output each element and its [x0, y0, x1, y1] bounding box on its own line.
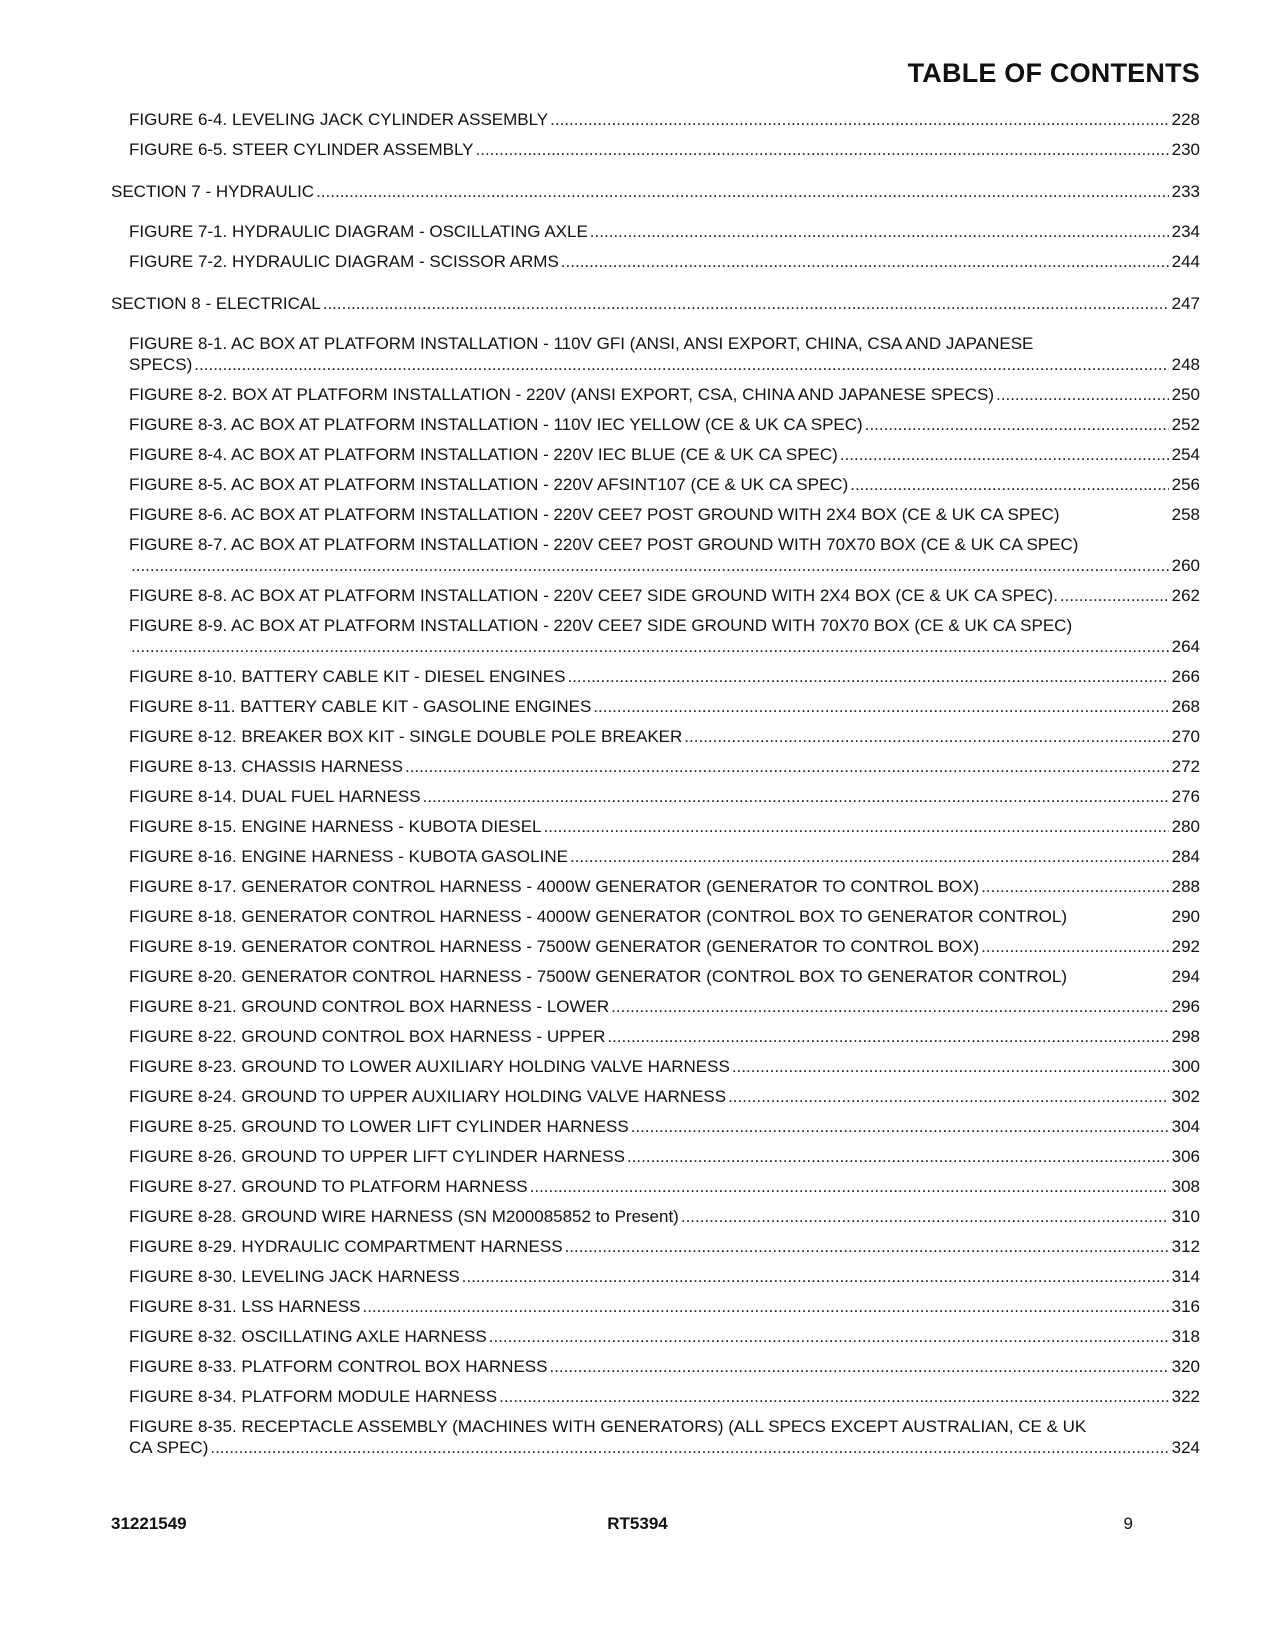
- toc-entry-title-line1: FIGURE 8-9. AC BOX AT PLATFORM INSTALLATION - 220V CEE7 SIDE GROUND WITH 70X70 BOX (CE & UK CA SPEC): [129, 616, 1073, 635]
- toc-entry-line: [129, 666, 1200, 687]
- toc-entry-page-number: 230: [1171, 140, 1200, 159]
- toc-entry-line: [129, 966, 1200, 987]
- toc-entry-line: [129, 786, 1200, 807]
- toc-entry-page-number: 228: [1171, 110, 1200, 129]
- toc-entry-page-number: 322: [1171, 1387, 1200, 1406]
- toc-entry-title: FIGURE 7-2. HYDRAULIC DIAGRAM - SCISSOR ARMS: [129, 252, 559, 271]
- dot-leader: [405, 756, 1169, 777]
- toc-figure-entry[interactable]: [0, 534, 1275, 576]
- toc-entry-page-number: 296: [1171, 997, 1200, 1016]
- toc-entry-line: [129, 996, 1200, 1017]
- toc-figure-entry[interactable]: [0, 414, 1275, 435]
- toc-entry-page-number: 304: [1171, 1117, 1200, 1136]
- toc-entry-line: [129, 474, 1200, 495]
- toc-entry-line: [129, 1296, 1200, 1317]
- toc-entry-page-number: 288: [1171, 877, 1200, 896]
- toc-figure-entry[interactable]: [0, 906, 1275, 927]
- dot-leader: [570, 846, 1169, 867]
- toc-entry-page-number: 247: [1171, 294, 1200, 313]
- toc-entry-line: [129, 756, 1200, 777]
- toc-entry-page-number: 250: [1171, 385, 1200, 404]
- footer-doc-number: 31221549: [111, 1514, 187, 1533]
- toc-entry-line: [129, 1026, 1200, 1047]
- page-title: TABLE OF CONTENTS: [907, 58, 1200, 88]
- toc-entry-title: FIGURE 8-30. LEVELING JACK HARNESS: [129, 1267, 460, 1286]
- toc-entry-title: FIGURE 8-34. PLATFORM MODULE HARNESS: [129, 1387, 498, 1406]
- toc-entry-line: [129, 636, 1200, 657]
- toc-figure-entry[interactable]: [0, 615, 1275, 657]
- toc-entry-page-number: 252: [1171, 415, 1200, 434]
- dot-leader: [611, 996, 1168, 1017]
- toc-section-entry[interactable]: [0, 181, 1275, 202]
- toc-entry-line: [129, 384, 1200, 405]
- toc-figure-entry[interactable]: [0, 139, 1275, 160]
- toc-entry-title: FIGURE 8-4. AC BOX AT PLATFORM INSTALLATION - 220V IEC BLUE (CE & UK CA SPEC): [129, 445, 838, 464]
- toc-figure-entry[interactable]: [0, 474, 1275, 495]
- toc-entry-page-number: 290: [1171, 907, 1200, 926]
- toc-entry-title: FIGURE 8-22. GROUND CONTROL BOX HARNESS - UPPER: [129, 1027, 606, 1046]
- dot-leader: [210, 1437, 1168, 1458]
- toc-figure-entry[interactable]: [0, 1056, 1275, 1077]
- toc-entry-page-number: 324: [1171, 1438, 1200, 1457]
- dot-leader: [565, 1236, 1169, 1257]
- toc-entry-line: [129, 354, 1200, 375]
- toc-entry-line: [129, 876, 1200, 897]
- toc-figure-entry[interactable]: [0, 1206, 1275, 1227]
- toc-entry-title: SECTION 7 - HYDRAULIC: [111, 182, 315, 201]
- dot-leader: [550, 109, 1168, 130]
- toc-entry-title: FIGURE 8-16. ENGINE HARNESS - KUBOTA GASOLINE: [129, 847, 568, 866]
- toc-entry-page-number: 270: [1171, 727, 1200, 746]
- toc-entry-page-number: 244: [1171, 252, 1200, 271]
- toc-entry-title: FIGURE 8-31. LSS HARNESS: [129, 1297, 361, 1316]
- toc-entry-line: [129, 936, 1200, 957]
- toc-entry-line: [129, 906, 1200, 927]
- dot-leader: [316, 181, 1169, 202]
- dot-leader: [728, 1086, 1169, 1107]
- toc-entry-title: FIGURE 8-28. GROUND WIRE HARNESS (SN M200085852 to Present): [129, 1207, 679, 1226]
- dot-leader: [362, 1296, 1168, 1317]
- toc-entry-title: FIGURE 6-5. STEER CYLINDER ASSEMBLY: [129, 140, 474, 159]
- toc-entry-title: FIGURE 8-21. GROUND CONTROL BOX HARNESS - LOWER: [129, 997, 610, 1016]
- toc-figure-entry[interactable]: [0, 1296, 1275, 1317]
- dot-leader: [607, 1026, 1168, 1047]
- toc-figure-entry[interactable]: [0, 251, 1275, 272]
- toc-entry-title-line1: FIGURE 8-7. AC BOX AT PLATFORM INSTALLATION - 220V CEE7 POST GROUND WITH 70X70 BOX (CE & UK CA SPEC): [129, 535, 1079, 554]
- toc-figure-entry[interactable]: [0, 1146, 1275, 1167]
- toc-entry-line: [129, 1116, 1200, 1137]
- toc-entry-page-number: 298: [1171, 1027, 1200, 1046]
- toc-entry-title: FIGURE 8-12. BREAKER BOX KIT - SINGLE DOUBLE POLE BREAKER: [129, 727, 683, 746]
- toc-entry-title: FIGURE 8-27. GROUND TO PLATFORM HARNESS: [129, 1177, 528, 1196]
- toc-figure-entry[interactable]: [0, 1416, 1275, 1458]
- toc-entry-line: [129, 726, 1200, 747]
- toc-figure-entry[interactable]: [0, 1176, 1275, 1197]
- toc-entry-line: [129, 1266, 1200, 1287]
- toc-figure-entry[interactable]: [0, 996, 1275, 1017]
- dot-leader: [631, 1116, 1169, 1137]
- toc-entry-line: [129, 414, 1200, 435]
- toc-figure-entry[interactable]: [0, 444, 1275, 465]
- toc-entry-page-number: 260: [1171, 556, 1200, 575]
- toc-entry-page-number: 316: [1171, 1297, 1200, 1316]
- dot-leader: [544, 816, 1169, 837]
- toc-entry-page-number: 280: [1171, 817, 1200, 836]
- toc-entry-title: FIGURE 8-13. CHASSIS HARNESS: [129, 757, 403, 776]
- toc-entry-title: FIGURE 8-3. AC BOX AT PLATFORM INSTALLATION - 110V IEC YELLOW (CE & UK CA SPEC): [129, 415, 863, 434]
- toc-entry-title: FIGURE 8-19. GENERATOR CONTROL HARNESS - 7500W GENERATOR (GENERATOR TO CONTROL BOX): [129, 937, 980, 956]
- toc-entry-page-number: 268: [1171, 697, 1200, 716]
- toc-entry-page-number: 312: [1171, 1237, 1200, 1256]
- toc-figure-entry[interactable]: [0, 1236, 1275, 1257]
- dot-leader: [567, 666, 1168, 687]
- footer-page-number: 9: [1123, 1514, 1133, 1533]
- toc-figure-entry[interactable]: [0, 504, 1275, 525]
- toc-entry-line: [129, 444, 1200, 465]
- toc-entry-line: [129, 1086, 1200, 1107]
- dot-leader: [476, 139, 1169, 160]
- dot-leader: [1060, 585, 1169, 606]
- toc-figure-entry[interactable]: [0, 109, 1275, 130]
- toc-figure-entry[interactable]: [0, 726, 1275, 747]
- toc-entry-title: FIGURE 8-17. GENERATOR CONTROL HARNESS - 4000W GENERATOR (GENERATOR TO CONTROL BOX): [129, 877, 980, 896]
- toc-figure-entry[interactable]: [0, 1386, 1275, 1407]
- dot-leader: [590, 221, 1169, 242]
- toc-entry-line: [129, 1236, 1200, 1257]
- toc-entry-line: [129, 139, 1200, 160]
- toc-figure-entry[interactable]: [0, 333, 1275, 375]
- dot-leader: [131, 636, 1169, 657]
- toc-entry-title: FIGURE 8-5. AC BOX AT PLATFORM INSTALLATION - 220V AFSINT107 (CE & UK CA SPEC): [129, 475, 849, 494]
- toc-figure-entry[interactable]: [0, 221, 1275, 242]
- toc-entry-title: FIGURE 8-24. GROUND TO UPPER AUXILIARY HOLDING VALVE HARNESS: [129, 1087, 727, 1106]
- toc-entry-page-number: 234: [1171, 222, 1200, 241]
- toc-entry-line: [129, 1437, 1200, 1458]
- toc-entry-line: [129, 1386, 1200, 1407]
- toc-entry-line: [129, 585, 1200, 606]
- toc-entry-title: SPECS): [129, 355, 193, 374]
- toc-figure-entry[interactable]: [0, 786, 1275, 807]
- toc-entry-title: FIGURE 8-20. GENERATOR CONTROL HARNESS - 7500W GENERATOR (CONTROL BOX TO GENERATOR CONTROL): [129, 967, 1067, 986]
- toc-entry-page-number: 320: [1171, 1357, 1200, 1376]
- toc-entry-line: [129, 221, 1200, 242]
- toc-entry-title: FIGURE 6-4. LEVELING JACK CYLINDER ASSEMBLY: [129, 110, 549, 129]
- toc-entry-title: FIGURE 8-2. BOX AT PLATFORM INSTALLATION - 220V (ANSI EXPORT, CSA, CHINA AND JAPANESE SPECS): [129, 385, 995, 404]
- dot-leader: [499, 1386, 1169, 1407]
- toc-entry-page-number: 314: [1171, 1267, 1200, 1286]
- toc-entry-page-number: 233: [1171, 182, 1200, 201]
- toc-figure-entry[interactable]: [0, 846, 1275, 867]
- toc-entry-line: [129, 1356, 1200, 1377]
- toc-figure-entry[interactable]: [0, 1326, 1275, 1347]
- toc-figure-entry[interactable]: [0, 585, 1275, 606]
- toc-entry-line: [129, 109, 1200, 130]
- toc-figure-entry[interactable]: [0, 1116, 1275, 1137]
- toc-figure-entry[interactable]: [0, 876, 1275, 897]
- toc-entry-page-number: 272: [1171, 757, 1200, 776]
- dot-leader: [194, 354, 1168, 375]
- toc-entry-line: [129, 1056, 1200, 1077]
- toc-figure-entry[interactable]: [0, 966, 1275, 987]
- toc-entry-page-number: 292: [1171, 937, 1200, 956]
- toc-figure-entry[interactable]: [0, 1356, 1275, 1377]
- toc-figure-entry[interactable]: [0, 696, 1275, 717]
- dot-leader: [530, 1176, 1169, 1197]
- toc-entry-title-line1: FIGURE 8-35. RECEPTACLE ASSEMBLY (MACHINES WITH GENERATORS) (ALL SPECS EXCEPT AUSTRALIAN, CE & UK: [129, 1417, 1087, 1436]
- toc-entry-line: [129, 251, 1200, 272]
- toc-entry-page-number: 308: [1171, 1177, 1200, 1196]
- dot-leader: [561, 251, 1169, 272]
- toc-entry-title: FIGURE 8-6. AC BOX AT PLATFORM INSTALLATION - 220V CEE7 POST GROUND WITH 2X4 BOX (CE & UK CA SPEC): [129, 505, 1060, 524]
- toc-entry-line: [129, 1176, 1200, 1197]
- toc-entry-title: FIGURE 8-25. GROUND TO LOWER LIFT CYLINDER HARNESS: [129, 1117, 629, 1136]
- toc-entry-page-number: 294: [1171, 967, 1200, 986]
- toc-entry-page-number: 258: [1171, 505, 1200, 524]
- toc-entry-title: FIGURE 7-1. HYDRAULIC DIAGRAM - OSCILLATING AXLE: [129, 222, 588, 241]
- toc-entry-title: SECTION 8 - ELECTRICAL: [111, 294, 321, 313]
- dot-leader: [681, 1206, 1169, 1227]
- toc-entry-page-number: 318: [1171, 1327, 1200, 1346]
- dot-leader: [593, 696, 1168, 717]
- toc-entry-title: FIGURE 8-18. GENERATOR CONTROL HARNESS - 4000W GENERATOR (CONTROL BOX TO GENERATOR CONTROL): [129, 907, 1067, 926]
- dot-leader: [489, 1326, 1169, 1347]
- toc-figure-entry[interactable]: [0, 1086, 1275, 1107]
- toc-entry-page-number: 264: [1171, 637, 1200, 656]
- toc-entry-page-number: 306: [1171, 1147, 1200, 1166]
- toc-entry-title: FIGURE 8-10. BATTERY CABLE KIT - DIESEL ENGINES: [129, 667, 566, 686]
- toc-entry-line: [129, 1326, 1200, 1347]
- toc-entry-page-number: 276: [1171, 787, 1200, 806]
- toc-entry-title: FIGURE 8-15. ENGINE HARNESS - KUBOTA DIESEL: [129, 817, 542, 836]
- toc-section-entry[interactable]: [0, 293, 1275, 314]
- toc-entry-title: FIGURE 8-29. HYDRAULIC COMPARTMENT HARNESS: [129, 1237, 563, 1256]
- toc-entry-line: [111, 181, 1200, 202]
- dot-leader: [131, 555, 1169, 576]
- dot-leader: [462, 1266, 1169, 1287]
- dot-leader: [981, 936, 1168, 957]
- toc-entry-page-number: 302: [1171, 1087, 1200, 1106]
- toc-entry-title: CA SPEC): [129, 1438, 209, 1457]
- toc-figure-entry[interactable]: [0, 1026, 1275, 1047]
- dot-leader: [732, 1056, 1169, 1077]
- dot-leader: [549, 1356, 1168, 1377]
- toc-entry-title: FIGURE 8-23. GROUND TO LOWER AUXILIARY HOLDING VALVE HARNESS: [129, 1057, 730, 1076]
- toc-entry-title: FIGURE 8-26. GROUND TO UPPER LIFT CYLINDER HARNESS: [129, 1147, 625, 1166]
- dot-leader: [627, 1146, 1169, 1167]
- toc-figure-entry[interactable]: [0, 1266, 1275, 1287]
- toc-entry-line: [129, 696, 1200, 717]
- toc-entry-page-number: 248: [1171, 355, 1200, 374]
- toc-figure-entry[interactable]: [0, 816, 1275, 837]
- toc-figure-entry[interactable]: [0, 666, 1275, 687]
- dot-leader: [996, 384, 1169, 405]
- table-of-contents: [0, 109, 1275, 1458]
- toc-entry-page-number: 256: [1171, 475, 1200, 494]
- toc-entry-line: [129, 816, 1200, 837]
- toc-entry-page-number: 284: [1171, 847, 1200, 866]
- toc-entry-line: [129, 1146, 1200, 1167]
- dot-leader: [850, 474, 1168, 495]
- toc-entry-page-number: 300: [1171, 1057, 1200, 1076]
- toc-entry-line: [129, 1206, 1200, 1227]
- toc-figure-entry[interactable]: [0, 756, 1275, 777]
- toc-entry-page-number: 310: [1171, 1207, 1200, 1226]
- toc-entry-line: [129, 504, 1200, 525]
- toc-entry-line: [111, 293, 1200, 314]
- dot-leader: [865, 414, 1169, 435]
- toc-entry-page-number: 254: [1171, 445, 1200, 464]
- toc-entry-title: FIGURE 8-32. OSCILLATING AXLE HARNESS: [129, 1327, 487, 1346]
- toc-entry-line: [129, 555, 1200, 576]
- dot-leader: [684, 726, 1168, 747]
- dot-leader: [981, 876, 1168, 897]
- toc-entry-page-number: 262: [1171, 586, 1200, 605]
- toc-entry-page-number: 266: [1171, 667, 1200, 686]
- footer-model: RT5394: [607, 1514, 668, 1533]
- toc-entry-line: [129, 846, 1200, 867]
- toc-entry-title: FIGURE 8-8. AC BOX AT PLATFORM INSTALLATION - 220V CEE7 SIDE GROUND WITH 2X4 BOX (CE & UK CA SPEC).: [129, 586, 1058, 605]
- dot-leader: [423, 786, 1169, 807]
- toc-figure-entry[interactable]: [0, 936, 1275, 957]
- toc-figure-entry[interactable]: [0, 384, 1275, 405]
- toc-entry-title-line1: FIGURE 8-1. AC BOX AT PLATFORM INSTALLATION - 110V GFI (ANSI, ANSI EXPORT, CHINA, CSA AND JAPANESE: [129, 334, 1034, 353]
- dot-leader: [840, 444, 1169, 465]
- toc-entry-title: FIGURE 8-33. PLATFORM CONTROL BOX HARNESS: [129, 1357, 548, 1376]
- toc-entry-title: FIGURE 8-14. DUAL FUEL HARNESS: [129, 787, 421, 806]
- dot-leader: [323, 293, 1169, 314]
- toc-entry-title: FIGURE 8-11. BATTERY CABLE KIT - GASOLINE ENGINES: [129, 697, 592, 716]
